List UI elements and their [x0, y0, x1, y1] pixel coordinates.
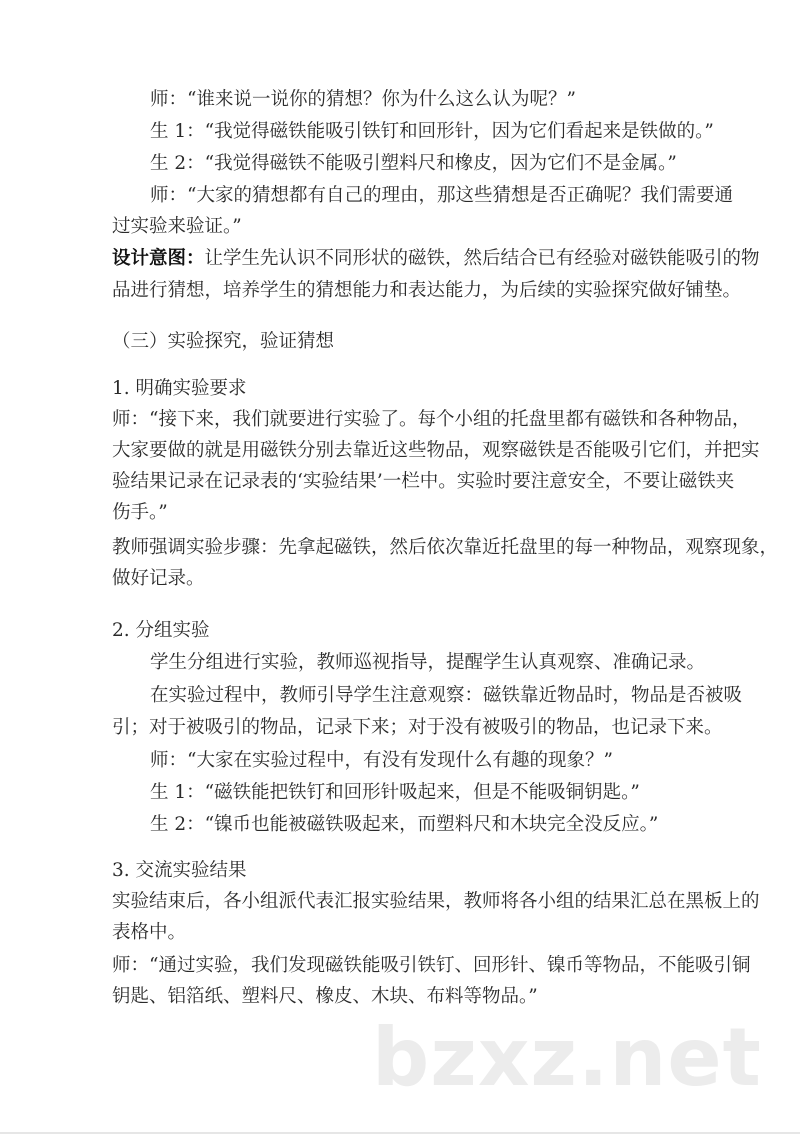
design-intent-label: 设计意图：: [112, 248, 205, 269]
paragraph-line: 实验结束后，各小组派代表汇报实验结果，教师将各小组的结果汇总在黑板上的: [112, 891, 760, 912]
paragraph-line: 表格中。: [112, 922, 187, 943]
design-intent-text: 让学生先认识不同形状的磁铁，然后结合已有经验对磁铁能吸引的物: [204, 248, 760, 269]
subsection-heading: 2. 分组实验: [112, 620, 210, 641]
paragraph-line: 伤手。”: [112, 502, 168, 523]
paragraph-line: 教师强调实验步骤：先拿起磁铁，然后依次靠近托盘里的每一种物品，观察现象，: [112, 537, 779, 558]
dialogue-teacher: 师：“谁来说一说你的猜想？你为什么这么认为呢？”: [150, 89, 576, 110]
paragraph-line: 学生分组进行实验，教师巡视指导，提醒学生认真观察、准确记录。: [150, 652, 706, 673]
paragraph-line: 钥匙、铝箔纸、塑料尺、橡皮、木块、布料等物品。”: [112, 986, 538, 1007]
watermark: bzxz.net: [372, 1011, 762, 1104]
paragraph-line: 大家要做的就是用磁铁分别去靠近这些物品，观察磁铁是否能吸引它们，并把实: [112, 440, 760, 461]
subsection-heading: 1. 明确实验要求: [112, 378, 247, 399]
dialogue-teacher: 师：“大家在实验过程中，有没有发现什么有趣的现象？”: [150, 750, 613, 771]
design-intent: [112, 248, 760, 270]
paragraph-line: 师：“接下来，我们就要进行实验了。每个小组的托盘里都有磁铁和各种物品，: [112, 409, 751, 430]
dialogue-student-2: 生 2：“我觉得磁铁不能吸引塑料尺和橡皮，因为它们不是金属。”: [150, 153, 677, 174]
dialogue-student-1: 生 1：“磁铁能把铁钉和回形针吸起来，但是不能吸铜钥匙。”: [150, 782, 640, 803]
dialogue-student-1: 生 1：“我觉得磁铁能吸引铁钉和回形针，因为它们看起来是铁做的。”: [150, 121, 714, 142]
paragraph-line: 验结果记录在记录表的‘实验结果’一栏中。实验时要注意安全，不要让磁铁夹: [112, 471, 735, 492]
paragraph-line: 引；对于被吸引的物品，记录下来；对于没有被吸引的物品，也记录下来。: [112, 717, 723, 738]
dialogue-teacher: 师：“通过实验，我们发现磁铁能吸引铁钉、回形针、镍币等物品，不能吸引铜: [112, 955, 751, 976]
subsection-heading: 3. 交流实验结果: [112, 860, 247, 881]
paragraph-line: 品进行猜想，培养学生的猜想能力和表达能力，为后续的实验探究做好铺垫。: [112, 280, 742, 301]
dialogue-teacher: 师：“大家的猜想都有自己的理由，那这些猜想是否正确呢？我们需要通: [150, 185, 733, 206]
paragraph-line: 过实验来验证。”: [112, 216, 242, 237]
paragraph-line: 在实验过程中，教师引导学生注意观察：磁铁靠近物品时，物品是否被吸: [150, 685, 743, 706]
dialogue-student-2: 生 2：“镍币也能被磁铁吸起来，而塑料尺和木块完全没反应。”: [150, 814, 659, 835]
paragraph-line: 做好记录。: [112, 568, 205, 589]
section-heading: （三）实验探究，验证猜想: [112, 331, 335, 352]
